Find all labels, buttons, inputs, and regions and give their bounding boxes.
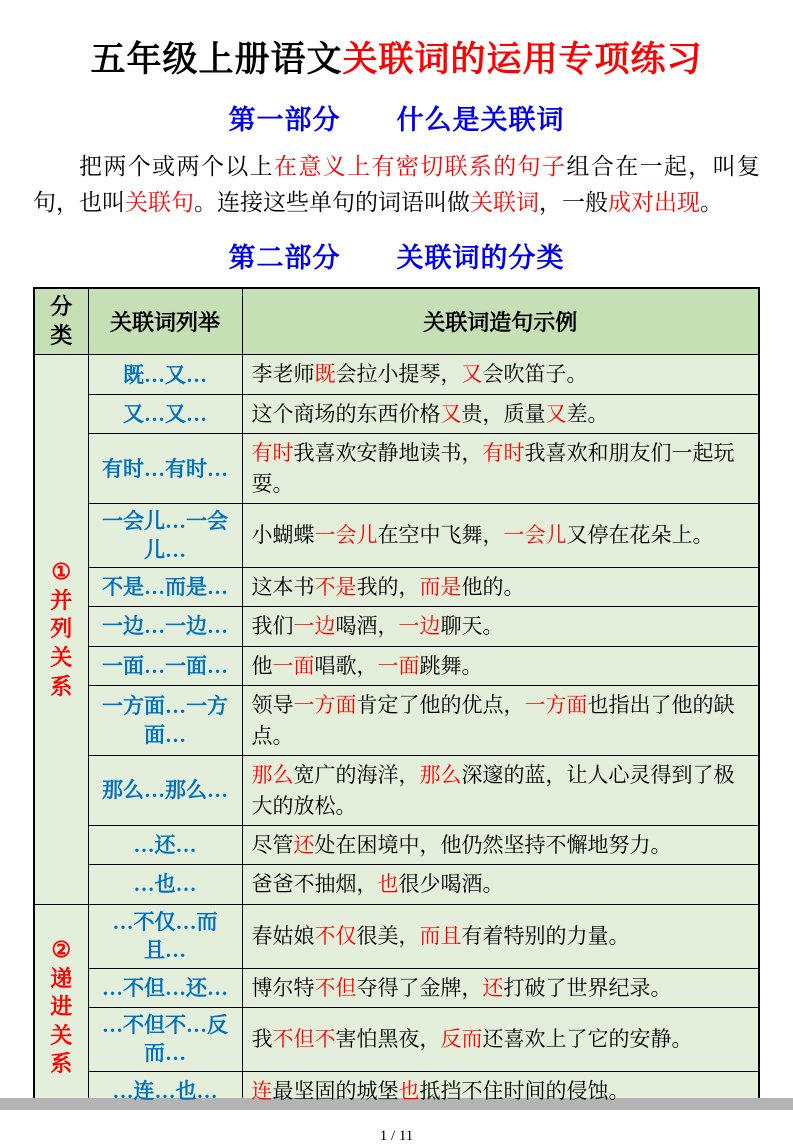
vertical-text: ① 并 列 关 系 [50, 559, 73, 699]
page-title [33, 32, 760, 82]
conjunction-cell: 一面…一面… [88, 646, 242, 685]
table-row [34, 394, 759, 433]
highlighted-text-segment: 一会儿 [314, 523, 378, 548]
example-cell [242, 567, 759, 606]
text-segment: 我们 [251, 614, 294, 639]
conjunction-cell: 一会儿…一会儿… [88, 504, 242, 568]
table-row [34, 567, 759, 606]
text-segment: 我喜欢安静地读书， [293, 441, 483, 466]
table-row [34, 646, 759, 685]
text-segment: 在空中飞舞， [377, 523, 504, 548]
conjunction-cell: …不但不…反而… [88, 1007, 242, 1071]
text-segment: 差。 [566, 401, 609, 426]
text-segment: 会吹笛子。 [482, 362, 588, 387]
text-segment: 会拉小提琴， [335, 362, 462, 387]
header-example: 关联词造句示例 [242, 288, 759, 355]
text-segment: 聊天。 [440, 614, 504, 639]
text-segment: 把两个或两个以上 [79, 154, 274, 179]
conjunction-cell: 一方面…一方面… [88, 686, 242, 756]
vertical-text: 分 类 [50, 294, 73, 348]
text-segment: 有着特别的力量。 [461, 923, 630, 948]
table-row [34, 825, 759, 864]
highlighted-text-segment: 一面 [377, 653, 420, 678]
table-row [34, 434, 759, 504]
highlighted-text-segment: 一面 [272, 653, 315, 678]
text-segment: 宽广的海洋， [293, 763, 420, 788]
table-row [34, 968, 759, 1007]
table-row [34, 904, 759, 968]
highlighted-text-segment: 关联句 [125, 189, 194, 215]
highlighted-text-segment: 那么 [251, 763, 294, 788]
table-row [34, 355, 759, 394]
highlighted-text-segment: 不仅 [314, 923, 357, 948]
text-segment: 贵，质量 [461, 401, 546, 426]
highlighted-text-segment: 又 [545, 401, 567, 426]
text-segment: 打破了世界纪录。 [503, 975, 672, 1000]
highlighted-text-segment: 也 [398, 1078, 420, 1103]
highlighted-text-segment: 既 [314, 362, 336, 387]
highlighted-text-segment: 而是 [419, 574, 462, 599]
table-row [34, 865, 759, 904]
table-row [34, 1007, 759, 1071]
highlighted-text-segment: 一边 [398, 614, 441, 639]
highlighted-text-segment: 一会儿 [503, 523, 567, 548]
example-cell [242, 865, 759, 904]
conjunction-cell: 又…又… [88, 394, 242, 433]
text-segment: 他 [251, 653, 273, 678]
text-segment: 小蝴蝶 [251, 523, 315, 548]
conjunction-cell: 那么…那么… [88, 756, 242, 826]
text-segment: 跳舞。 [419, 653, 483, 678]
highlighted-text-segment: 而且 [419, 923, 462, 948]
intro-paragraph [33, 149, 760, 220]
highlighted-text-segment: 不是 [314, 574, 357, 599]
highlighted-text-segment: 关联词 [470, 189, 539, 215]
example-cell [242, 1007, 759, 1071]
example-cell [242, 607, 759, 646]
text-segment: 很少喝酒。 [398, 872, 504, 897]
highlighted-text-segment: 一方面 [293, 693, 357, 718]
highlighted-text-segment: 一方面 [524, 693, 588, 718]
text-segment: 组合在一起，叫复句，也叫 [33, 154, 761, 215]
vertical-text: ② 递 进 关 系 [50, 936, 73, 1077]
highlighted-text-segment: 反而 [440, 1027, 483, 1052]
example-cell [242, 646, 759, 685]
highlighted-text-segment: 还 [482, 975, 504, 1000]
text-segment: 我 [251, 1027, 273, 1052]
text-segment: 。 [700, 189, 723, 215]
highlighted-text-segment: 不但 [314, 975, 357, 1000]
header-conjunction: 关联词列举 [88, 288, 242, 355]
next-page-sliver [0, 1110, 793, 1122]
text-segment: 这个商场的东西价格 [251, 401, 441, 426]
title-red-part: 关联词的运用专项练习 [342, 40, 703, 79]
conjunction-cell: 既…又… [88, 355, 242, 394]
highlighted-text-segment: 不但不 [272, 1027, 336, 1052]
example-cell [242, 825, 759, 864]
example-cell [242, 756, 759, 826]
text-segment: 这本书 [251, 574, 315, 599]
title-black-part: 五年级上册语文 [90, 40, 343, 79]
table-header-row [34, 288, 759, 355]
example-cell [242, 434, 759, 504]
highlighted-text-segment: 连 [251, 1078, 273, 1103]
example-cell [242, 686, 759, 756]
category-cell [34, 904, 88, 1111]
text-segment: 处在困境中，他仍然坚持不懈地努力。 [314, 832, 672, 857]
highlighted-text-segment: 还 [293, 832, 315, 857]
highlighted-text-segment: 也 [377, 872, 399, 897]
conjunction-cell: …连…也… [88, 1071, 242, 1111]
highlighted-text-segment: 有时 [482, 441, 525, 466]
text-segment: 最坚固的城堡 [272, 1078, 399, 1103]
text-segment: 我喜欢和朋友们一起玩耍。 [251, 441, 735, 496]
conjunction-cell: …不仅…而且… [88, 904, 242, 968]
text-segment: 害怕黑夜， [335, 1027, 441, 1052]
example-cell [242, 394, 759, 433]
conjunction-cell: …不但…还… [88, 968, 242, 1007]
category-cell [34, 355, 88, 904]
text-segment: 抵挡不住时间的侵蚀。 [419, 1078, 630, 1103]
example-cell [242, 904, 759, 968]
text-segment: 唱歌， [314, 653, 378, 678]
section2-heading: 第二部分 关联词的分类 [228, 243, 565, 274]
text-segment: 又停在花朵上。 [566, 523, 714, 548]
highlighted-text-segment: 又 [440, 401, 462, 426]
page-number: 1 / 11 [379, 1128, 414, 1145]
table-row [34, 686, 759, 756]
example-cell [242, 355, 759, 394]
text-segment: 领导 [251, 693, 294, 718]
text-segment: 很美， [356, 923, 420, 948]
conjunction-cell: 不是…而是… [88, 567, 242, 606]
text-segment: 夺得了金牌， [356, 975, 483, 1000]
text-segment: 肯定了他的优点， [356, 693, 525, 718]
section1-heading: 第一部分 什么是关联词 [228, 105, 565, 135]
text-segment: 李老师 [251, 362, 315, 387]
text-segment: 也指出了他的缺点。 [251, 693, 735, 748]
text-segment: 尽管 [251, 832, 294, 857]
text-segment: ，一般 [539, 189, 608, 215]
highlighted-text-segment: 成对出现 [608, 189, 700, 215]
text-segment: 深邃的蓝，让人心灵得到了极大的放松。 [251, 763, 735, 818]
text-segment: 还喜欢上了它的安静。 [482, 1027, 693, 1052]
conjunction-cell: 一边…一边… [88, 607, 242, 646]
text-segment: 我的， [356, 574, 420, 599]
highlighted-text-segment: 一边 [293, 614, 336, 639]
conjunction-cell: 有时…有时… [88, 434, 242, 504]
text-segment: 博尔特 [251, 975, 315, 1000]
text-segment: 。连接这些单句的词语叫做 [194, 189, 470, 215]
example-cell [242, 504, 759, 568]
conjunction-table [33, 287, 760, 1112]
table-row [34, 756, 759, 826]
text-segment: 爸爸不抽烟， [251, 872, 378, 897]
text-segment: 春姑娘 [251, 923, 315, 948]
table-row [34, 607, 759, 646]
header-category [34, 288, 88, 355]
text-segment: 喝酒， [335, 614, 399, 639]
highlighted-text-segment: 在意义上有密切联系的句子 [273, 154, 567, 179]
highlighted-text-segment: 又 [461, 362, 483, 387]
highlighted-text-segment: 有时 [251, 441, 294, 466]
conjunction-cell: …也… [88, 865, 242, 904]
conjunction-cell: …还… [88, 825, 242, 864]
highlighted-text-segment: 那么 [419, 763, 462, 788]
example-cell [242, 968, 759, 1007]
text-segment: 他的。 [461, 574, 525, 599]
table-row [34, 504, 759, 568]
